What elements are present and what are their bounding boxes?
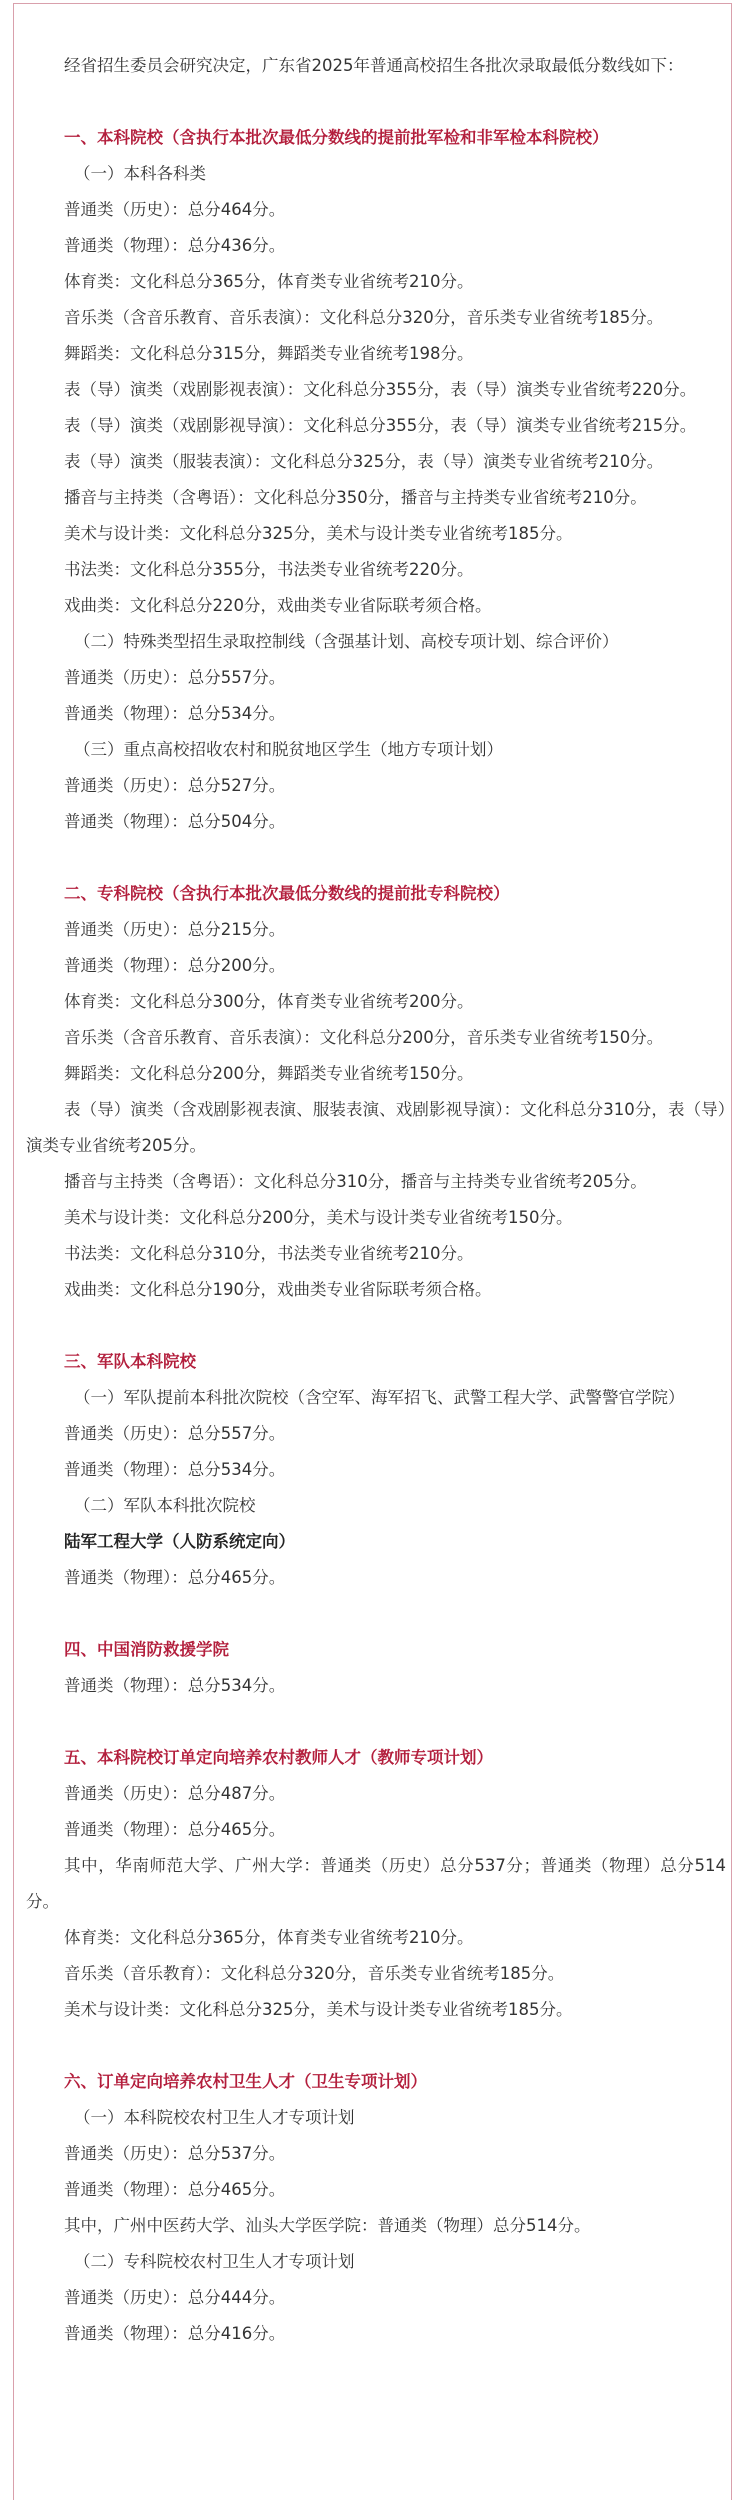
score-line: 普通类（物理）：总分200分。: [64, 956, 286, 975]
subheading: （二）军队本科批次院校: [74, 1496, 256, 1515]
section-heading-undergraduate: 一、本科院校（含执行本批次最低分数线的提前批军检和非军检本科院校）: [64, 128, 609, 147]
score-line: 体育类：文化科总分300分，体育类专业省统考200分。: [64, 992, 474, 1011]
subheading: （一）军队提前本科批次院校（含空军、海军招飞、武警工程大学、武警警官学院）: [74, 1388, 685, 1407]
score-line: 音乐类（含音乐教育、音乐表演）：文化科总分320分，音乐类专业省统考185分。: [64, 308, 664, 327]
score-line: 体育类：文化科总分365分，体育类专业省统考210分。: [64, 272, 474, 291]
score-line: 舞蹈类：文化科总分200分，舞蹈类专业省统考150分。: [64, 1064, 474, 1083]
score-line: 表（导）演类（含戏剧影视表演、服装表演、戏剧影视导演）：文化科总分310分，表（导）演类专业省统考205分。: [26, 1100, 726, 1155]
score-line: 普通类（物理）：总分504分。: [64, 812, 286, 831]
section-heading-health-program: 六、订单定向培养农村卫生人才（卫生专项计划）: [64, 2072, 427, 2091]
score-line: 舞蹈类：文化科总分315分，舞蹈类专业省统考198分。: [64, 344, 474, 363]
score-line: 戏曲类：文化科总分190分，戏曲类专业省际联考须合格。: [64, 1280, 492, 1299]
score-line: 普通类（历史）：总分557分。: [64, 1424, 286, 1443]
score-line: 普通类（历史）：总分215分。: [64, 920, 286, 939]
score-line: 普通类（历史）：总分487分。: [64, 1784, 286, 1803]
score-line: 表（导）演类（戏剧影视表演）：文化科总分355分，表（导）演类专业省统考220分。: [64, 380, 697, 399]
score-line: 普通类（历史）：总分527分。: [64, 776, 286, 795]
score-line: 音乐类（含音乐教育、音乐表演）：文化科总分200分，音乐类专业省统考150分。: [64, 1028, 664, 1047]
score-line: 普通类（物理）：总分534分。: [64, 1676, 286, 1695]
section-heading-junior-college: 二、专科院校（含执行本批次最低分数线的提前批专科院校）: [64, 884, 510, 903]
score-line: 普通类（历史）：总分464分。: [64, 200, 286, 219]
score-line: 音乐类（音乐教育）：文化科总分320分，音乐类专业省统考185分。: [64, 1964, 565, 1983]
score-line: 其中，华南师范大学、广州大学：普通类（历史）总分537分；普通类（物理）总分514分。: [26, 1856, 726, 1911]
score-line: 表（导）演类（服装表演）：文化科总分325分，表（导）演类专业省统考210分。: [64, 452, 664, 471]
section-heading-teacher-program: 五、本科院校订单定向培养农村教师人才（教师专项计划）: [64, 1748, 493, 1767]
score-line: 普通类（物理）：总分534分。: [64, 704, 286, 723]
score-line: 普通类（历史）：总分537分。: [64, 2144, 286, 2163]
section-heading-military: 三、军队本科院校: [64, 1352, 196, 1371]
score-line: 普通类（历史）：总分557分。: [64, 668, 286, 687]
score-line: 普通类（物理）：总分465分。: [64, 2180, 286, 2199]
score-line: 普通类（物理）：总分416分。: [64, 2324, 286, 2343]
score-line: 美术与设计类：文化科总分325分，美术与设计类专业省统考185分。: [64, 2000, 573, 2019]
score-line: 其中，广州中医药大学、汕头大学医学院：普通类（物理）总分514分。: [64, 2216, 591, 2235]
score-line: 书法类：文化科总分310分，书法类专业省统考210分。: [64, 1244, 474, 1263]
score-line: 表（导）演类（戏剧影视导演）：文化科总分355分，表（导）演类专业省统考215分。: [64, 416, 697, 435]
score-line: 戏曲类：文化科总分220分，戏曲类专业省际联考须合格。: [64, 596, 492, 615]
score-line: 普通类（物理）：总分436分。: [64, 236, 286, 255]
subheading: （二）专科院校农村卫生人才专项计划: [74, 2252, 355, 2271]
bold-institution: 陆军工程大学（人防系统定向）: [64, 1532, 295, 1551]
article-body: [26, 48, 726, 2352]
score-line: 普通类（历史）：总分444分。: [64, 2288, 286, 2307]
score-line: 美术与设计类：文化科总分200分，美术与设计类专业省统考150分。: [64, 1208, 573, 1227]
score-line: 普通类（物理）：总分465分。: [64, 1568, 286, 1587]
score-line: 美术与设计类：文化科总分325分，美术与设计类专业省统考185分。: [64, 524, 573, 543]
subheading: （二）特殊类型招生录取控制线（含强基计划、高校专项计划、综合评价）: [74, 632, 619, 651]
subheading: （一）本科各科类: [74, 164, 206, 183]
score-line: 体育类：文化科总分365分，体育类专业省统考210分。: [64, 1928, 474, 1947]
score-line: 书法类：文化科总分355分，书法类专业省统考220分。: [64, 560, 474, 579]
intro-paragraph: 经省招生委员会研究决定，广东省2025年普通高校招生各批次录取最低分数线如下：: [64, 56, 684, 75]
score-line: 普通类（物理）：总分534分。: [64, 1460, 286, 1479]
subheading: （一）本科院校农村卫生人才专项计划: [74, 2108, 355, 2127]
score-line: 播音与主持类（含粤语）：文化科总分310分，播音与主持类专业省统考205分。: [64, 1172, 647, 1191]
score-line: 播音与主持类（含粤语）：文化科总分350分，播音与主持类专业省统考210分。: [64, 488, 647, 507]
section-heading-fire-rescue: 四、中国消防救援学院: [64, 1640, 229, 1659]
subheading: （三）重点高校招收农村和脱贫地区学生（地方专项计划）: [74, 740, 503, 759]
score-line: 普通类（物理）：总分465分。: [64, 1820, 286, 1839]
